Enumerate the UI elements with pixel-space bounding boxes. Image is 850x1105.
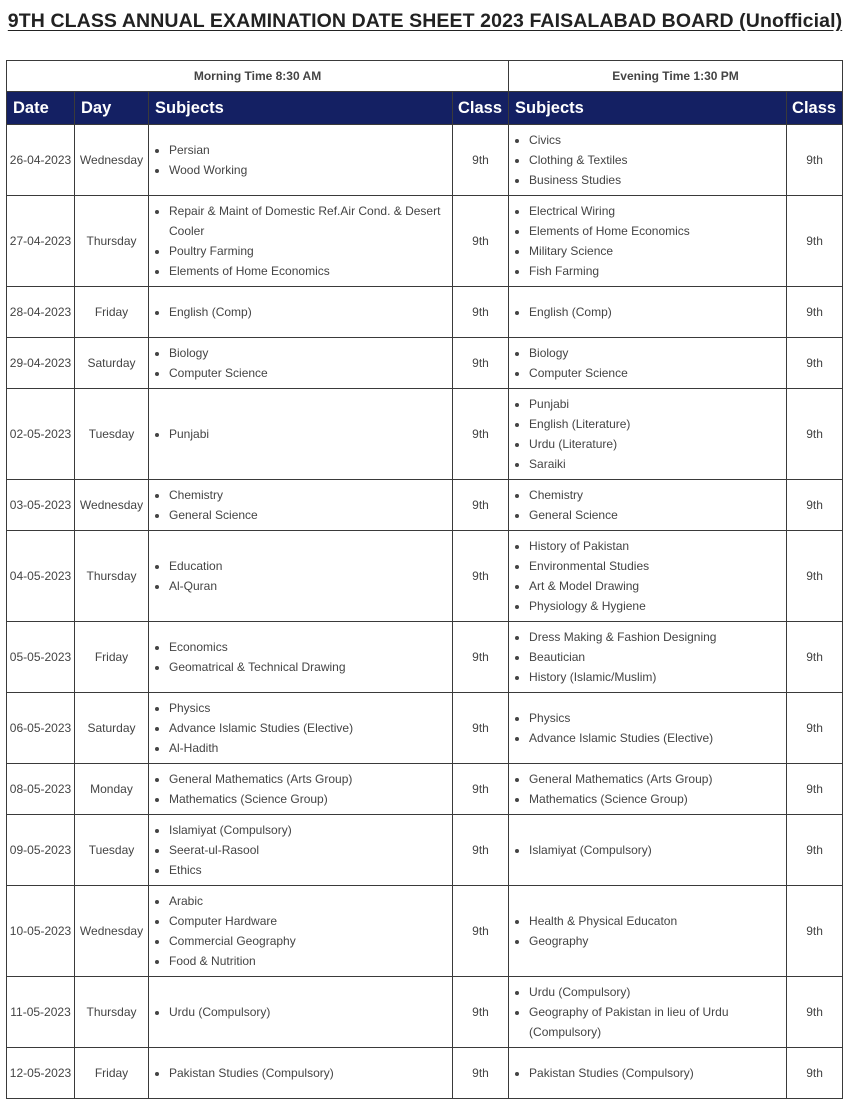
morning-class: 9th: [453, 125, 509, 196]
morning-subjects: [149, 977, 453, 1048]
morning-class: 9th: [453, 287, 509, 338]
evening-class: 9th: [787, 764, 843, 815]
morning-subjects-list: [149, 891, 452, 971]
morning-shift-label: Morning Time 8:30 AM: [7, 61, 509, 92]
schedule-row: [7, 125, 843, 196]
evening-subjects: [509, 338, 787, 389]
evening-class: 9th: [787, 886, 843, 977]
subject-item: • General Mathematics (Arts Group): [529, 769, 786, 789]
morning-class: 9th: [453, 977, 509, 1048]
morning-subjects-list: [149, 302, 452, 322]
header-morning-class: Class: [453, 92, 509, 125]
evening-subjects-list: [509, 485, 786, 525]
subject-item: • Physiology & Hygiene: [529, 596, 786, 616]
evening-subjects-list: [509, 708, 786, 748]
morning-subjects-list: [149, 140, 452, 180]
morning-class: 9th: [453, 196, 509, 287]
evening-subjects: [509, 886, 787, 977]
morning-subjects: [149, 815, 453, 886]
exam-date: 03-05-2023: [7, 480, 75, 531]
subject-item: • Repair & Maint of Domestic Ref.Air Cond. & Desert Cooler: [169, 201, 452, 241]
schedule-row: [7, 977, 843, 1048]
subject-item: • General Mathematics (Arts Group): [169, 769, 452, 789]
exam-date: 08-05-2023: [7, 764, 75, 815]
exam-day: Monday: [75, 764, 149, 815]
evening-class: 9th: [787, 622, 843, 693]
subject-item: • Computer Science: [169, 363, 452, 383]
subject-item: • Dress Making & Fashion Designing: [529, 627, 786, 647]
evening-subjects-list: [509, 627, 786, 687]
morning-class: 9th: [453, 622, 509, 693]
morning-subjects-list: [149, 1063, 452, 1083]
subject-item: • Geography of Pakistan in lieu of Urdu (Compulsory): [529, 1002, 786, 1042]
subject-item: • Clothing & Textiles: [529, 150, 786, 170]
schedule-row: [7, 480, 843, 531]
exam-date: 27-04-2023: [7, 196, 75, 287]
exam-day: Thursday: [75, 531, 149, 622]
evening-subjects-list: [509, 394, 786, 474]
subject-item: • Punjabi: [169, 424, 452, 444]
exam-date: 28-04-2023: [7, 287, 75, 338]
subject-item: • Geomatrical & Technical Drawing: [169, 657, 452, 677]
subject-item: • General Science: [529, 505, 786, 525]
schedule-row: [7, 886, 843, 977]
shift-row: [7, 61, 843, 92]
subject-item: • Biology: [169, 343, 452, 363]
subject-item: • English (Literature): [529, 414, 786, 434]
schedule-row: [7, 815, 843, 886]
subject-item: • English (Comp): [529, 302, 786, 322]
subject-item: • Economics: [169, 637, 452, 657]
subject-item: • Ethics: [169, 860, 452, 880]
exam-date: 06-05-2023: [7, 693, 75, 764]
morning-class: 9th: [453, 815, 509, 886]
header-day: Day: [75, 92, 149, 125]
exam-day: Friday: [75, 622, 149, 693]
evening-subjects-list: [509, 536, 786, 616]
subject-item: • Computer Science: [529, 363, 786, 383]
exam-date: 02-05-2023: [7, 389, 75, 480]
exam-day: Saturday: [75, 693, 149, 764]
exam-day: Thursday: [75, 977, 149, 1048]
morning-class: 9th: [453, 693, 509, 764]
morning-subjects-list: [149, 1002, 452, 1022]
subject-item: • Physics: [169, 698, 452, 718]
morning-subjects: [149, 125, 453, 196]
subject-item: • Poultry Farming: [169, 241, 452, 261]
morning-subjects-list: [149, 769, 452, 809]
morning-class: 9th: [453, 480, 509, 531]
subject-item: • Al-Hadith: [169, 738, 452, 758]
evening-class: 9th: [787, 815, 843, 886]
subject-item: • Pakistan Studies (Compulsory): [529, 1063, 786, 1083]
subject-item: • Advance Islamic Studies (Elective): [529, 728, 786, 748]
subject-item: • Health & Physical Educaton: [529, 911, 786, 931]
header-row: [7, 92, 843, 125]
page-title: 9TH CLASS ANNUAL EXAMINATION DATE SHEET 2023 FAISALABAD BOARD (Unofficial): [7, 10, 843, 32]
header-evening-subjects: Subjects: [509, 92, 787, 125]
subject-item: • Civics: [529, 130, 786, 150]
subject-item: • Urdu (Compulsory): [169, 1002, 452, 1022]
morning-subjects-list: [149, 201, 452, 281]
evening-subjects: [509, 389, 787, 480]
exam-day: Wednesday: [75, 480, 149, 531]
evening-class: 9th: [787, 531, 843, 622]
evening-subjects-list: [509, 1063, 786, 1083]
morning-subjects: [149, 480, 453, 531]
schedule-row: [7, 389, 843, 480]
subject-item: • General Science: [169, 505, 452, 525]
subject-item: • Chemistry: [169, 485, 452, 505]
subject-item: • Physics: [529, 708, 786, 728]
subject-item: • Military Science: [529, 241, 786, 261]
morning-subjects-list: [149, 698, 452, 758]
exam-date: 09-05-2023: [7, 815, 75, 886]
subject-item: • Computer Hardware: [169, 911, 452, 931]
subject-item: • Urdu (Compulsory): [529, 982, 786, 1002]
morning-subjects: [149, 287, 453, 338]
evening-class: 9th: [787, 480, 843, 531]
subject-item: • Food & Nutrition: [169, 951, 452, 971]
morning-class: 9th: [453, 764, 509, 815]
morning-subjects: [149, 531, 453, 622]
morning-subjects-list: [149, 820, 452, 880]
subject-item: • English (Comp): [169, 302, 452, 322]
schedule-row: [7, 622, 843, 693]
exam-date: 05-05-2023: [7, 622, 75, 693]
evening-subjects: [509, 531, 787, 622]
morning-subjects: [149, 338, 453, 389]
subject-item: • Persian: [169, 140, 452, 160]
subject-item: • Advance Islamic Studies (Elective): [169, 718, 452, 738]
subject-item: • Electrical Wiring: [529, 201, 786, 221]
morning-class: 9th: [453, 389, 509, 480]
evening-subjects: [509, 196, 787, 287]
subject-item: • Business Studies: [529, 170, 786, 190]
schedule-row: [7, 338, 843, 389]
evening-class: 9th: [787, 196, 843, 287]
exam-day: Wednesday: [75, 886, 149, 977]
subject-item: • Art & Model Drawing: [529, 576, 786, 596]
evening-subjects: [509, 480, 787, 531]
subject-item: • Seerat-ul-Rasool: [169, 840, 452, 860]
morning-class: 9th: [453, 1048, 509, 1099]
header-morning-subjects: Subjects: [149, 92, 453, 125]
schedule-row: [7, 1048, 843, 1099]
subject-item: • History of Pakistan: [529, 536, 786, 556]
evening-subjects-list: [509, 911, 786, 951]
evening-subjects-list: [509, 982, 786, 1042]
morning-subjects-list: [149, 637, 452, 677]
schedule-body: [7, 125, 843, 1099]
evening-class: 9th: [787, 125, 843, 196]
morning-subjects-list: [149, 556, 452, 596]
morning-subjects: [149, 1048, 453, 1099]
evening-class: 9th: [787, 338, 843, 389]
subject-item: • Commercial Geography: [169, 931, 452, 951]
evening-class: 9th: [787, 1048, 843, 1099]
schedule-row: [7, 531, 843, 622]
evening-subjects: [509, 287, 787, 338]
exam-date: 11-05-2023: [7, 977, 75, 1048]
morning-class: 9th: [453, 338, 509, 389]
subject-item: • Mathematics (Science Group): [529, 789, 786, 809]
subject-item: • Al-Quran: [169, 576, 452, 596]
evening-class: 9th: [787, 977, 843, 1048]
exam-day: Friday: [75, 1048, 149, 1099]
morning-class: 9th: [453, 531, 509, 622]
subject-item: • Arabic: [169, 891, 452, 911]
evening-subjects: [509, 764, 787, 815]
morning-subjects-list: [149, 485, 452, 525]
evening-class: 9th: [787, 287, 843, 338]
subject-item: • Geography: [529, 931, 786, 951]
morning-class: 9th: [453, 886, 509, 977]
exam-day: Saturday: [75, 338, 149, 389]
morning-subjects-list: [149, 343, 452, 383]
subject-item: • History (Islamic/Muslim): [529, 667, 786, 687]
morning-subjects: [149, 886, 453, 977]
evening-subjects-list: [509, 840, 786, 860]
morning-subjects: [149, 764, 453, 815]
subject-item: • Environmental Studies: [529, 556, 786, 576]
evening-subjects: [509, 1048, 787, 1099]
subject-item: • Fish Farming: [529, 261, 786, 281]
subject-item: • Wood Working: [169, 160, 452, 180]
date-sheet-table: [6, 60, 843, 1099]
evening-subjects: [509, 977, 787, 1048]
evening-subjects-list: [509, 201, 786, 281]
subject-item: • Elements of Home Economics: [169, 261, 452, 281]
subject-item: • Beautician: [529, 647, 786, 667]
morning-subjects: [149, 389, 453, 480]
schedule-row: [7, 287, 843, 338]
subject-item: • Elements of Home Economics: [529, 221, 786, 241]
subject-item: • Pakistan Studies (Compulsory): [169, 1063, 452, 1083]
subject-item: • Islamiyat (Compulsory): [529, 840, 786, 860]
header-date: Date: [7, 92, 75, 125]
evening-subjects: [509, 622, 787, 693]
morning-subjects-list: [149, 424, 452, 444]
evening-subjects: [509, 693, 787, 764]
evening-class: 9th: [787, 389, 843, 480]
exam-date: 10-05-2023: [7, 886, 75, 977]
evening-subjects: [509, 125, 787, 196]
subject-item: • Urdu (Literature): [529, 434, 786, 454]
morning-subjects: [149, 622, 453, 693]
header-evening-class: Class: [787, 92, 843, 125]
schedule-row: [7, 196, 843, 287]
exam-day: Tuesday: [75, 389, 149, 480]
evening-subjects-list: [509, 130, 786, 190]
exam-day: Wednesday: [75, 125, 149, 196]
subject-item: • Mathematics (Science Group): [169, 789, 452, 809]
evening-shift-label: Evening Time 1:30 PM: [509, 61, 843, 92]
exam-date: 29-04-2023: [7, 338, 75, 389]
evening-subjects-list: [509, 302, 786, 322]
subject-item: • Education: [169, 556, 452, 576]
exam-date: 26-04-2023: [7, 125, 75, 196]
subject-item: • Islamiyat (Compulsory): [169, 820, 452, 840]
evening-subjects-list: [509, 343, 786, 383]
subject-item: • Saraiki: [529, 454, 786, 474]
evening-class: 9th: [787, 693, 843, 764]
exam-date: 12-05-2023: [7, 1048, 75, 1099]
schedule-row: [7, 693, 843, 764]
exam-day: Thursday: [75, 196, 149, 287]
exam-day: Tuesday: [75, 815, 149, 886]
evening-subjects: [509, 815, 787, 886]
schedule-row: [7, 764, 843, 815]
exam-day: Friday: [75, 287, 149, 338]
evening-subjects-list: [509, 769, 786, 809]
morning-subjects: [149, 196, 453, 287]
subject-item: • Punjabi: [529, 394, 786, 414]
subject-item: • Chemistry: [529, 485, 786, 505]
morning-subjects: [149, 693, 453, 764]
subject-item: • Biology: [529, 343, 786, 363]
exam-date: 04-05-2023: [7, 531, 75, 622]
